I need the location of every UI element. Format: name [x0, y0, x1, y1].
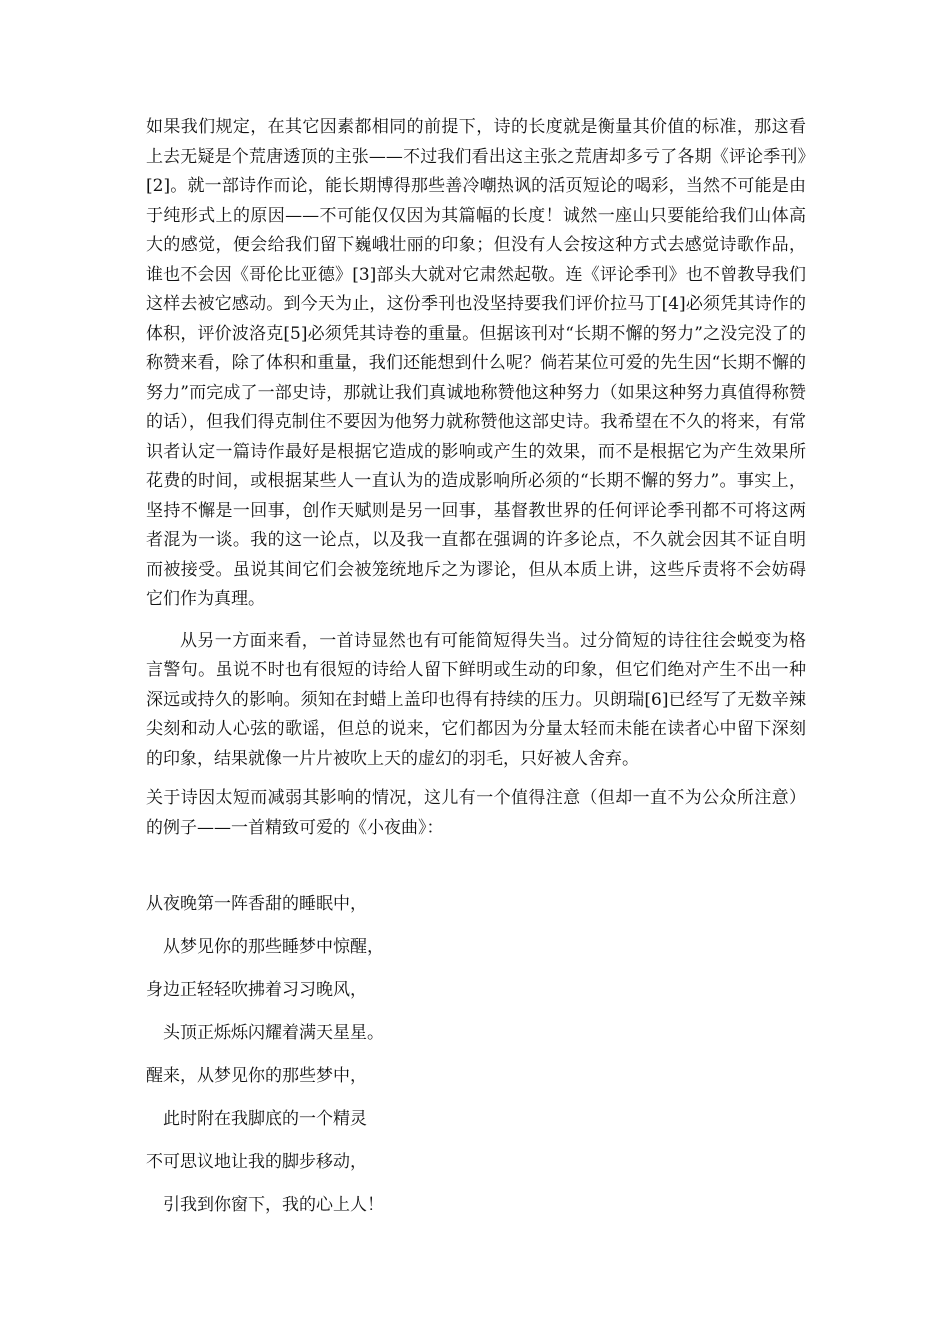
- serenade-poem: [146, 883, 806, 1227]
- poem-line: 从夜晚第一阵香甜的睡眠中，: [146, 894, 367, 914]
- poem-line: 引我到你窗下，我的心上人！: [163, 1195, 384, 1215]
- poem-line: 身边正轻轻吹拂着习习晚风，: [146, 980, 367, 1000]
- paragraph-brevity-argument: 从另一方面来看，一首诗显然也有可能简短得失当。过分简短的诗往往会蜕变为格言警句。虽说不时也有很短的诗给人留下鲜明或生动的印象，但它们绝对产生不出一种深远或持久的影响。须知在封蜡上盖印也得有持续的压力。贝朗瑞[6]已经写了无数辛辣尖刻和动人心弦的歌谣，但总的说来，它们都因为分量太轻而未能在读者心中留下深刻的印象，结果就像一片片被吹上天的虚幻的羽毛，只好被人舍弃。: [146, 630, 806, 769]
- paragraph-serenade-intro: 关于诗因太短而减弱其影响的情况，这儿有一个值得注意（但却一直不为公众所注意）的例子——一首精致可爱的《小夜曲》：: [146, 788, 806, 838]
- poem-line: 从梦见你的那些睡梦中惊醒，: [163, 937, 384, 957]
- poem-line: 头顶正烁烁闪耀着满天星星。: [163, 1023, 384, 1043]
- poem-line: 不可思议地让我的脚步移动，: [146, 1152, 367, 1172]
- document-page: [146, 113, 806, 1227]
- poem-line: 醒来，从梦见你的那些梦中，: [146, 1066, 367, 1086]
- poem-line: 此时附在我脚底的一个精灵: [163, 1109, 367, 1129]
- paragraph-length-argument: 如果我们规定，在其它因素都相同的前提下，诗的长度就是衡量其价值的标准，那这看上去无疑是个荒唐透顶的主张——不过我们看出这主张之荒唐却多亏了各期《评论季刊》[2]。就一部诗作而论，能长期博得那些善冷嘲热讽的活页短论的喝彩，当然不可能是由于纯形式上的原因——不可能仅仅因为其篇幅的长度！诚然一座山只要能给我们山体高大的感觉，便会给我们留下巍峨壮丽的印象；但没有人会按这种方式去感觉诗歌作品，谁也不会因《哥伦比亚德》[3]部头大就对它肃然起敬。连《评论季刊》也不曾教导我们这样去被它感动。到今天为止，这份季刊也没坚持要我们评价拉马丁[4]必须凭其诗作的体积，评价波洛克[5]必须凭其诗卷的重量。但据该刊对“长期不懈的努力”之没完没了的称赞来看，除了体积和重量，我们还能想到什么呢？倘若某位可爱的先生因“长期不懈的努力”而完成了一部史诗，那就让我们真诚地称赞他这种努力（如果这种努力真值得称赞的话），但我们得克制住不要因为他努力就称赞他这部史诗。我希望在不久的将来，有常识者认定一篇诗作最好是根据它造成的影响或产生的效果，而不是根据它为产生效果所花费的时间，或根据某些人一直认为的造成影响所必须的“长期不懈的努力”。事实上，坚持不懈是一回事，创作天赋则是另一回事，基督教世界的任何评论季刊都不可将这两者混为一谈。我的这一论点，以及我一直都在强调的许多论点，不久就会因其不证自明而被接受。虽说其间它们会被笼统地斥之为谬论，但从本质上讲，这些斥责将不会妨碍它们作为真理。: [146, 117, 806, 609]
